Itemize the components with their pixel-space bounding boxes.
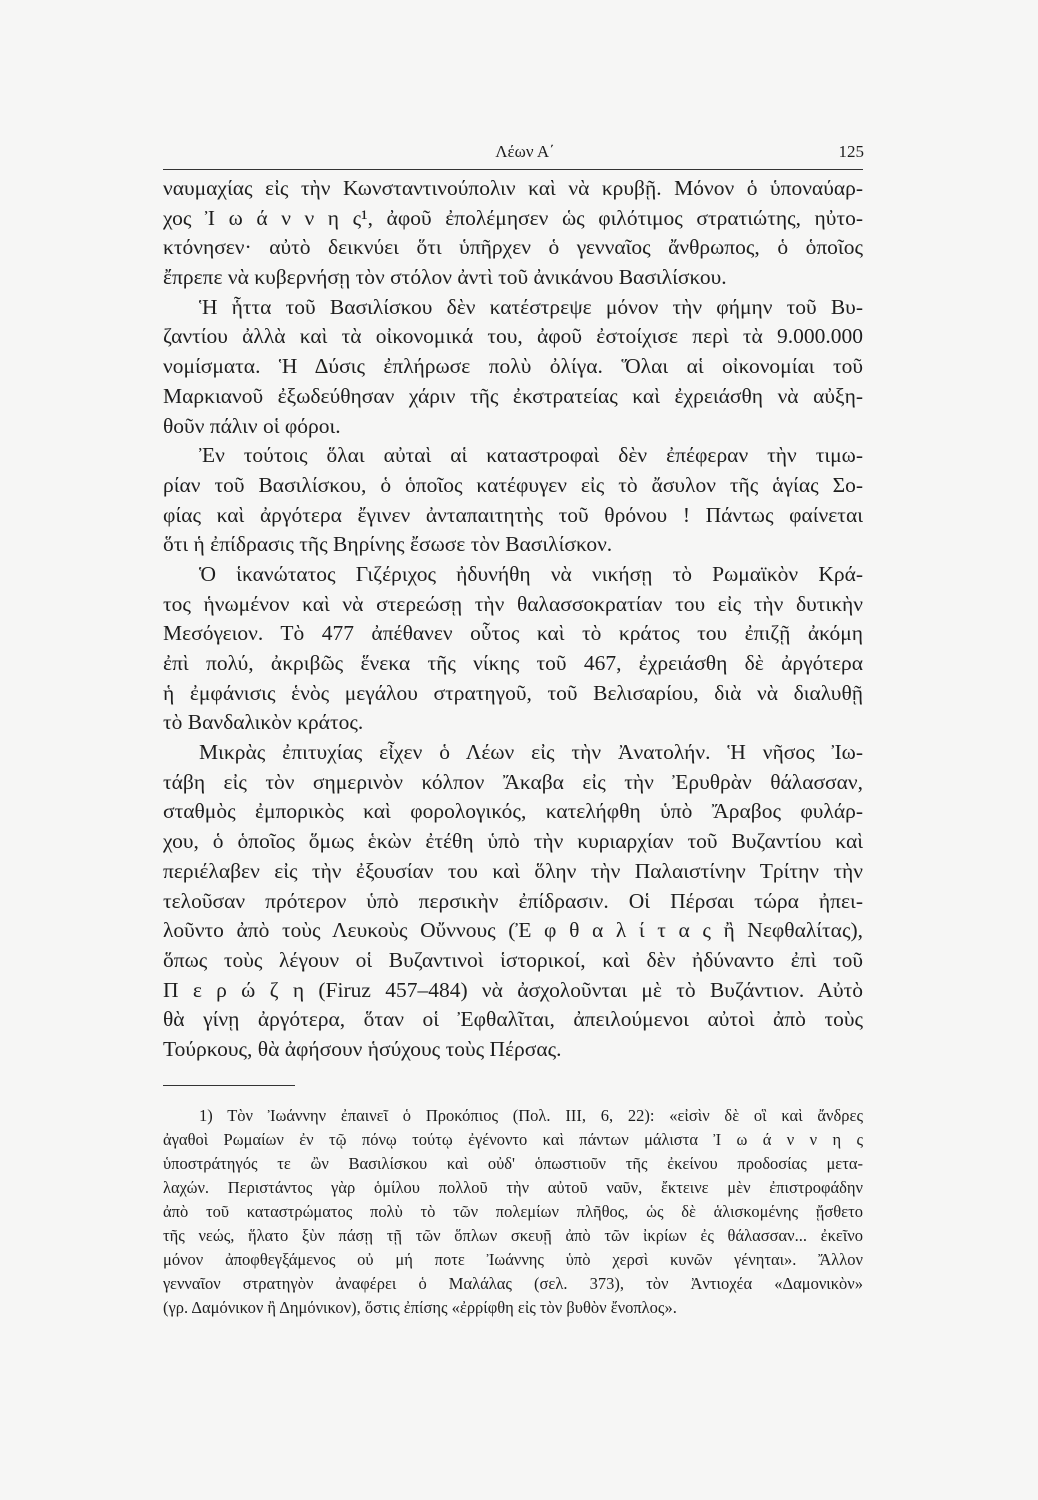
running-title: Λέων Α΄ — [495, 142, 555, 161]
text-line: Μαρκιανοῦ ἐξωδεύθησαν χάριν τῆς ἐκστρατείας καὶ ἐχρειάσθη νὰ αὐξη- — [163, 383, 863, 408]
text-line: Ἡ ἧττα τοῦ Βασιλίσκου δὲν κατέστρεψε μόνον τὴν φήμην τοῦ Βυ- — [199, 294, 863, 319]
text-line: περιέλαβεν εἰς τὴν ἐξουσίαν του καὶ ὅλην τὴν Παλαιστίνην Τρίτην τὴν — [163, 858, 863, 883]
page-number: 125 — [838, 142, 864, 161]
text-line: Ἐν τούτοις ὅλαι αὐταὶ αἱ καταστροφαὶ δὲν ἐπέφεραν τὴν τιμω- — [199, 443, 863, 468]
text-line: τος ἡνωμένον καὶ νὰ στερεώσῃ τὴν θαλασσοκρατίαν του εἰς τὴν δυτικὴν — [163, 591, 863, 616]
footnote-line: (γρ. Δαμόνικον ἢ Δημόνικον), ὅστις ἐπίσης «ἐρρίφθη εἰς τὸν βυθὸν ἔνοπλος». — [163, 1298, 677, 1317]
footnote-line: ἀπὸ τοῦ καταστρώματος πολὺ τὸ τῶν πολεμίων πλῆθος, ὡς δὲ ἁλισκομένης ᾔσθετο — [163, 1202, 863, 1221]
footnote-line: τῆς νεώς, ἥλατο ξὺν πάσῃ τῇ τῶν ὅπλων σκευῇ ἀπὸ τῶν ἰκρίων ἐς θάλασσαν... ἐκεῖνο — [163, 1226, 863, 1245]
text-line: ὅπως τοὺς λέγουν οἱ Βυζαντινοὶ ἱστορικοί, καὶ δὲν ἠδύναντο ἐπὶ τοῦ — [163, 947, 863, 972]
text-line: Μεσόγειον. Τὸ 477 ἀπέθανεν οὗτος καὶ τὸ κράτος του ἐπιζῇ ἀκόμη — [163, 621, 863, 646]
footnote-line: γενναῖον στρατηγὸν ἀναφέρει ὁ Μαλάλας (σελ. 373), τὸν Ἀντιοχέα «Δαμονικὸν» — [163, 1274, 863, 1293]
text-line: ἡ ἐμφάνισις ἑνὸς μεγάλου στρατηγοῦ, τοῦ Βελισαρίου, διὰ νὰ διαλυθῇ — [163, 680, 863, 705]
text-line: τελοῦσαν πρότερον ὑπὸ περσικὴν ἐπίδρασιν. Οἱ Πέρσαι τώρα ἠπει- — [163, 888, 863, 913]
text-line: κτόνησεν· αὐτὸ δεικνύει ὅτι ὑπῆρχεν ὁ γενναῖος ἄνθρωπος, ὁ ὁποῖος — [163, 235, 863, 260]
text-line: χος Ἰ ω ά ν ν η ς¹, ἀφοῦ ἐπολέμησεν ὡς φιλότιμος στρατιώτης, ηὐτο- — [163, 205, 863, 230]
text-line: θὰ γίνῃ ἀργότερα, ὅταν οἱ Ἐφθαλῖται, ἀπειλούμενοι αὐτοὶ ἀπὸ τοὺς — [163, 1007, 863, 1032]
footnote-line: ὑποστράτηγός τε ὢν Βασιλίσκου καὶ οὐδ' ὁπωστιοῦν τῆς ἐκείνου προδοσίας μετα- — [163, 1154, 863, 1173]
text-line: Ὁ ἱκανώτατος Γιζέριχος ἠδυνήθη νὰ νικήσῃ τὸ Ρωμαϊκὸν Κρά- — [199, 561, 863, 586]
text-line: χου, ὁ ὁποῖος ὅμως ἑκὼν ἐτέθη ὑπὸ τὴν κυριαρχίαν τοῦ Βυζαντίου καὶ — [163, 829, 863, 854]
footnote-line: μόνον ἀποφθεγξάμενος οὐ μή ποτε Ἰωάννης ὑπὸ χερσὶ κυνῶν γένηται». Ἄλλον — [163, 1250, 863, 1269]
text-line: Μικρὰς ἐπιτυχίας εἶχεν ὁ Λέων εἰς τὴν Ἀνατολήν. Ἡ νῆσος Ἰω- — [199, 740, 863, 765]
text-line: Π ε ρ ώ ζ η (Firuz 457–484) νὰ ἀσχολοῦνται μὲ τὸ Βυζάντιον. Αὐτὸ — [163, 977, 863, 1002]
text-line: νομίσματα. Ἡ Δύσις ἐπλήρωσε πολὺ ὀλίγα. Ὅλαι αἱ οἰκονομίαι τοῦ — [163, 354, 863, 379]
footnote-line: ἀγαθοὶ Ρωμαίων ἐν τῷ πόνῳ τούτῳ ἐγένοντο καὶ πάντων μάλιστα Ἰ ω ά ν ν η ς — [163, 1130, 863, 1149]
text-line: τὸ Βανδαλικὸν κράτος. — [163, 710, 364, 735]
text-line: ὅτι ἡ ἐπίδρασις τῆς Βηρίνης ἔσωσε τὸν Βασιλίσκον. — [163, 532, 613, 557]
text-line: λοῦντο ἀπὸ τοὺς Λευκοὺς Οὔννους (Ἐ φ θ α λ ί τ α ς ἢ Νεφθαλίτας), — [163, 918, 863, 943]
footnote-line: 1) Τὸν Ἰωάννην ἐπαινεῖ ὁ Προκόπιος (Πολ. III, 6, 22): «εἰσὶν δὲ οἳ καὶ ἄνδρες — [199, 1106, 863, 1125]
text-line: ζαντίου ἀλλὰ καὶ τὰ οἰκονομικά του, ἀφοῦ ἐστοίχισε περὶ τὰ 9.000.000 — [163, 324, 863, 349]
text-line: σταθμὸς ἐμπορικὸς καὶ φορολογικός, κατελήφθη ὑπὸ Ἄραβος φυλάρ- — [163, 799, 863, 824]
text-line: ἔπρεπε νὰ κυβερνήσῃ τὸν στόλον ἀντὶ τοῦ ἀνικάνου Βασιλίσκου. — [163, 265, 727, 290]
text-line: Τούρκους, θὰ ἀφήσουν ἡσύχους τοὺς Πέρσας. — [163, 1036, 562, 1061]
footnote-line: λαχών. Περιστάντος γὰρ ὁμίλου πολλοῦ τὴν αὐτοῦ ναῦν, ἔκτεινε μὲν ἐπιστροφάδην — [163, 1178, 863, 1197]
text-line: ρίαν τοῦ Βασιλίσκου, ὁ ὁποῖος κατέφυγεν εἰς τὸ ἄσυλον τῆς ἁγίας Σο- — [163, 472, 863, 497]
text-line: τάβη εἰς τὸν σημερινὸν κόλπον Ἄκαβα εἰς τὴν Ἐρυθρὰν θάλασσαν, — [163, 769, 863, 794]
footnote-rule — [163, 1085, 295, 1086]
text-line: φίας καὶ ἀργότερα ἔγινεν ἀνταπαιτητὴς τοῦ θρόνου ! Πάντως φαίνεται — [163, 502, 863, 527]
text-line: ἐπὶ πολύ, ἀκριβῶς ἕνεκα τῆς νίκης τοῦ 467, ἐχρειάσθη δὲ ἀργότερα — [163, 651, 863, 675]
footnotes — [163, 1104, 863, 1320]
main-text — [163, 174, 863, 1065]
text-line: ναυμαχίας εἰς τὴν Κωνσταντινούπολιν καὶ νὰ κρυβῇ. Μόνον ὁ ὑποναύαρ- — [163, 176, 863, 200]
text-line: θοῦν πάλιν οἱ φόροι. — [163, 413, 341, 438]
header-rule — [163, 169, 863, 170]
